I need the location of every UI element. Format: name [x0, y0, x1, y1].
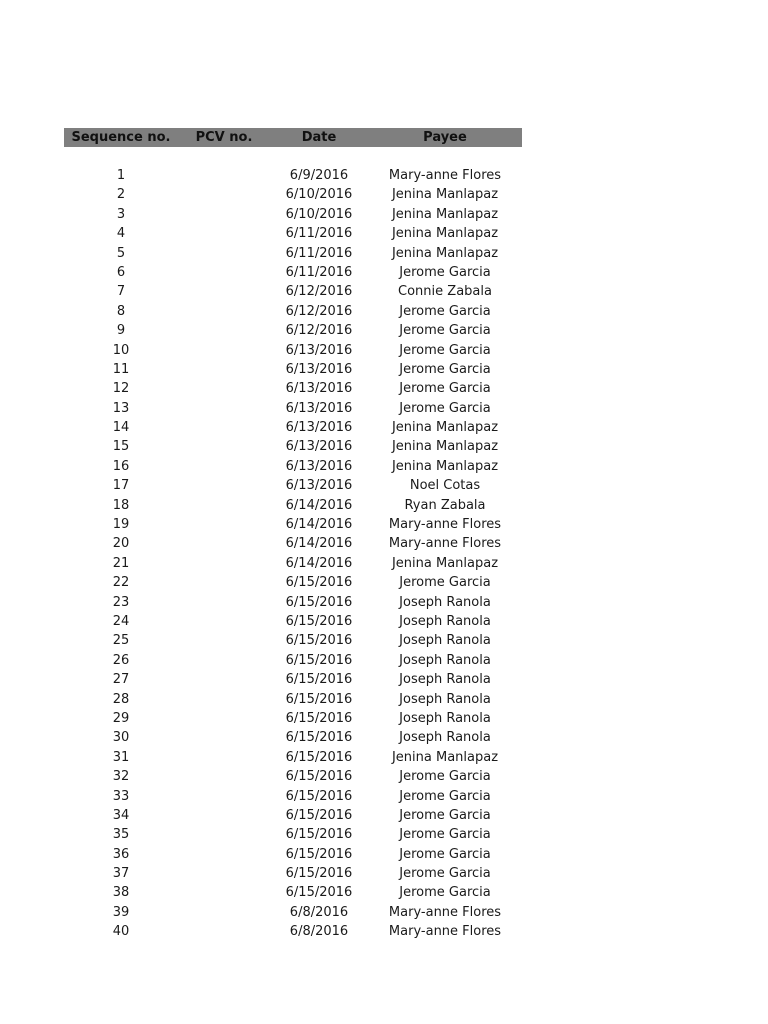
cell-sequence-no: 36 — [112, 846, 130, 862]
table-row — [64, 864, 522, 883]
cell-pcv-no — [178, 728, 270, 747]
cell-pcv-no — [178, 864, 270, 883]
cell-payee: Ryan Zabala — [404, 497, 486, 513]
cell-date: 6/8/2016 — [289, 924, 349, 940]
header-pcv-no: PCV no. — [195, 130, 253, 145]
table-row — [64, 922, 522, 941]
cell-payee: Jenina Manlapaz — [391, 555, 499, 571]
cell-sequence-no: 16 — [112, 458, 130, 474]
cell-date: 6/13/2016 — [285, 420, 353, 436]
cell-pcv-no — [178, 437, 270, 456]
header-date: Date — [301, 130, 337, 145]
table-row — [64, 515, 522, 534]
cell-date: 6/15/2016 — [285, 749, 353, 765]
cell-pcv-no — [178, 534, 270, 553]
cell-pcv-no — [178, 457, 270, 476]
cell-payee: Joseph Ranola — [399, 633, 491, 649]
cell-pcv-no — [178, 399, 270, 418]
cell-pcv-no — [178, 205, 270, 224]
cell-date: 6/8/2016 — [289, 904, 349, 920]
cell-date: 6/13/2016 — [285, 361, 353, 377]
cell-payee: Jenina Manlapaz — [391, 439, 499, 455]
cell-pcv-no — [178, 651, 270, 670]
cell-date: 6/15/2016 — [285, 672, 353, 688]
table-row — [64, 341, 522, 360]
cell-payee: Jerome Garcia — [399, 885, 491, 901]
cell-date: 6/13/2016 — [285, 342, 353, 358]
cell-payee: Jerome Garcia — [399, 361, 491, 377]
table-body — [64, 166, 522, 942]
cell-pcv-no — [178, 670, 270, 689]
cell-payee: Jerome Garcia — [399, 807, 491, 823]
cell-sequence-no: 14 — [112, 420, 130, 436]
cell-payee: Joseph Ranola — [399, 613, 491, 629]
cell-date: 6/15/2016 — [285, 730, 353, 746]
cell-pcv-no — [178, 631, 270, 650]
cell-date: 6/11/2016 — [285, 245, 353, 261]
cell-pcv-no — [178, 476, 270, 495]
cell-sequence-no: 2 — [116, 187, 126, 203]
cell-sequence-no: 23 — [112, 594, 130, 610]
cell-sequence-no: 4 — [116, 226, 126, 242]
cell-date: 6/14/2016 — [285, 555, 353, 571]
table-row — [64, 205, 522, 224]
table-row — [64, 709, 522, 728]
cell-payee: Joseph Ranola — [399, 691, 491, 707]
cell-date: 6/12/2016 — [285, 284, 353, 300]
cell-payee: Jenina Manlapaz — [391, 749, 499, 765]
table-row — [64, 728, 522, 747]
cell-pcv-no — [178, 302, 270, 321]
cell-date: 6/15/2016 — [285, 846, 353, 862]
cell-sequence-no: 13 — [112, 400, 130, 416]
table-row — [64, 244, 522, 263]
cell-sequence-no: 32 — [112, 769, 130, 785]
cell-payee: Jerome Garcia — [399, 575, 491, 591]
cell-payee: Jenina Manlapaz — [391, 226, 499, 242]
table-header-row — [64, 128, 522, 147]
cell-date: 6/15/2016 — [285, 633, 353, 649]
cell-date: 6/15/2016 — [285, 710, 353, 726]
cell-sequence-no: 12 — [112, 381, 130, 397]
table-row — [64, 825, 522, 844]
cell-sequence-no: 39 — [112, 904, 130, 920]
cell-payee: Jenina Manlapaz — [391, 458, 499, 474]
cell-pcv-no — [178, 379, 270, 398]
cell-sequence-no: 25 — [112, 633, 130, 649]
cell-payee: Jerome Garcia — [399, 303, 491, 319]
cell-payee: Jerome Garcia — [399, 788, 491, 804]
cell-sequence-no: 11 — [112, 361, 130, 377]
cell-date: 6/14/2016 — [285, 517, 353, 533]
cell-payee: Connie Zabala — [398, 284, 492, 300]
cell-date: 6/15/2016 — [285, 691, 353, 707]
cell-sequence-no: 27 — [112, 672, 130, 688]
cell-pcv-no — [178, 883, 270, 902]
table-row — [64, 593, 522, 612]
cell-date: 6/15/2016 — [285, 575, 353, 591]
table-row — [64, 166, 522, 185]
cell-pcv-no — [178, 360, 270, 379]
cell-sequence-no: 40 — [112, 924, 130, 940]
table-row — [64, 457, 522, 476]
cell-sequence-no: 19 — [112, 517, 130, 533]
cell-payee: Mary-anne Flores — [388, 536, 502, 552]
cell-date: 6/15/2016 — [285, 613, 353, 629]
cell-pcv-no — [178, 612, 270, 631]
cell-payee: Joseph Ranola — [399, 730, 491, 746]
cell-payee: Jerome Garcia — [399, 342, 491, 358]
table-row — [64, 748, 522, 767]
cell-date: 6/15/2016 — [285, 807, 353, 823]
cell-payee: Mary-anne Flores — [388, 168, 502, 183]
cell-payee: Joseph Ranola — [399, 672, 491, 688]
cell-payee: Jerome Garcia — [399, 846, 491, 862]
table-row — [64, 651, 522, 670]
table-row — [64, 302, 522, 321]
table-row — [64, 690, 522, 709]
cell-pcv-no — [178, 341, 270, 360]
cell-pcv-no — [178, 515, 270, 534]
cell-sequence-no: 3 — [116, 206, 126, 222]
cell-sequence-no: 8 — [116, 303, 126, 319]
cell-date: 6/14/2016 — [285, 497, 353, 513]
table-row — [64, 476, 522, 495]
cell-payee: Jenina Manlapaz — [391, 420, 499, 436]
cell-pcv-no — [178, 903, 270, 922]
cell-sequence-no: 38 — [112, 885, 130, 901]
table-row — [64, 185, 522, 204]
header-sequence-no: Sequence no. — [71, 130, 171, 145]
cell-date: 6/11/2016 — [285, 264, 353, 280]
cell-pcv-no — [178, 244, 270, 263]
cell-date: 6/15/2016 — [285, 769, 353, 785]
cell-date: 6/15/2016 — [285, 885, 353, 901]
table-row — [64, 282, 522, 301]
table-row — [64, 787, 522, 806]
cell-date: 6/15/2016 — [285, 594, 353, 610]
cell-date: 6/10/2016 — [285, 187, 353, 203]
table-row — [64, 224, 522, 243]
cell-payee: Jerome Garcia — [399, 381, 491, 397]
table-row — [64, 883, 522, 902]
table-row — [64, 496, 522, 515]
cell-payee: Jerome Garcia — [399, 827, 491, 843]
cell-sequence-no: 5 — [116, 245, 126, 261]
cell-date: 6/14/2016 — [285, 536, 353, 552]
cell-sequence-no: 15 — [112, 439, 130, 455]
cell-payee: Mary-anne Flores — [388, 517, 502, 533]
table-row — [64, 554, 522, 573]
table-row — [64, 903, 522, 922]
cell-pcv-no — [178, 321, 270, 340]
cell-sequence-no: 29 — [112, 710, 130, 726]
cell-date: 6/10/2016 — [285, 206, 353, 222]
header-payee: Payee — [423, 130, 467, 145]
table-row — [64, 534, 522, 553]
cell-sequence-no: 31 — [112, 749, 130, 765]
cell-pcv-no — [178, 573, 270, 592]
cell-payee: Joseph Ranola — [399, 652, 491, 668]
cell-sequence-no: 35 — [112, 827, 130, 843]
cell-payee: Noel Cotas — [409, 478, 481, 494]
cell-date: 6/13/2016 — [285, 478, 353, 494]
cell-sequence-no: 21 — [112, 555, 130, 571]
cell-sequence-no: 10 — [112, 342, 130, 358]
cell-date: 6/11/2016 — [285, 226, 353, 242]
cell-sequence-no: 1 — [116, 168, 126, 183]
table-row — [64, 845, 522, 864]
cell-pcv-no — [178, 767, 270, 786]
table-row — [64, 767, 522, 786]
table-row — [64, 573, 522, 592]
cell-sequence-no: 18 — [112, 497, 130, 513]
cell-payee: Jerome Garcia — [399, 264, 491, 280]
table-row — [64, 806, 522, 825]
cell-date: 6/15/2016 — [285, 866, 353, 882]
cell-pcv-no — [178, 709, 270, 728]
cell-sequence-no: 22 — [112, 575, 130, 591]
cell-sequence-no: 17 — [112, 478, 130, 494]
cell-sequence-no: 20 — [112, 536, 130, 552]
table-row — [64, 670, 522, 689]
cell-sequence-no: 26 — [112, 652, 130, 668]
cell-pcv-no — [178, 825, 270, 844]
cell-sequence-no: 37 — [112, 866, 130, 882]
cell-payee: Joseph Ranola — [399, 594, 491, 610]
cell-sequence-no: 24 — [112, 613, 130, 629]
cell-date: 6/15/2016 — [285, 827, 353, 843]
cell-sequence-no: 30 — [112, 730, 130, 746]
cell-pcv-no — [178, 690, 270, 709]
cell-sequence-no: 34 — [112, 807, 130, 823]
cell-sequence-no: 9 — [116, 323, 126, 339]
cell-pcv-no — [178, 166, 270, 185]
cell-date: 6/9/2016 — [289, 168, 349, 183]
petty-cash-table — [64, 128, 522, 942]
table-row — [64, 437, 522, 456]
table-row — [64, 399, 522, 418]
cell-date: 6/13/2016 — [285, 381, 353, 397]
cell-pcv-no — [178, 263, 270, 282]
cell-pcv-no — [178, 224, 270, 243]
cell-date: 6/15/2016 — [285, 788, 353, 804]
cell-date: 6/13/2016 — [285, 400, 353, 416]
cell-date: 6/15/2016 — [285, 652, 353, 668]
cell-payee: Jerome Garcia — [399, 769, 491, 785]
cell-pcv-no — [178, 845, 270, 864]
table-row — [64, 418, 522, 437]
cell-pcv-no — [178, 496, 270, 515]
cell-sequence-no: 28 — [112, 691, 130, 707]
cell-payee: Jenina Manlapaz — [391, 245, 499, 261]
table-row — [64, 631, 522, 650]
cell-pcv-no — [178, 806, 270, 825]
table-row — [64, 360, 522, 379]
cell-pcv-no — [178, 748, 270, 767]
cell-pcv-no — [178, 282, 270, 301]
cell-payee: Jenina Manlapaz — [391, 206, 499, 222]
cell-date: 6/13/2016 — [285, 439, 353, 455]
table-row — [64, 612, 522, 631]
cell-payee: Mary-anne Flores — [388, 904, 502, 920]
cell-payee: Jenina Manlapaz — [391, 187, 499, 203]
cell-pcv-no — [178, 185, 270, 204]
cell-pcv-no — [178, 593, 270, 612]
cell-sequence-no: 7 — [116, 284, 126, 300]
cell-payee: Mary-anne Flores — [388, 924, 502, 940]
cell-pcv-no — [178, 554, 270, 573]
table-row — [64, 379, 522, 398]
cell-payee: Jerome Garcia — [399, 323, 491, 339]
cell-pcv-no — [178, 418, 270, 437]
cell-sequence-no: 6 — [116, 264, 126, 280]
cell-pcv-no — [178, 922, 270, 941]
table-row — [64, 321, 522, 340]
cell-payee: Jerome Garcia — [399, 400, 491, 416]
cell-payee: Jerome Garcia — [399, 866, 491, 882]
cell-sequence-no: 33 — [112, 788, 130, 804]
cell-date: 6/12/2016 — [285, 303, 353, 319]
cell-date: 6/13/2016 — [285, 458, 353, 474]
cell-payee: Joseph Ranola — [399, 710, 491, 726]
table-row — [64, 263, 522, 282]
cell-date: 6/12/2016 — [285, 323, 353, 339]
cell-pcv-no — [178, 787, 270, 806]
